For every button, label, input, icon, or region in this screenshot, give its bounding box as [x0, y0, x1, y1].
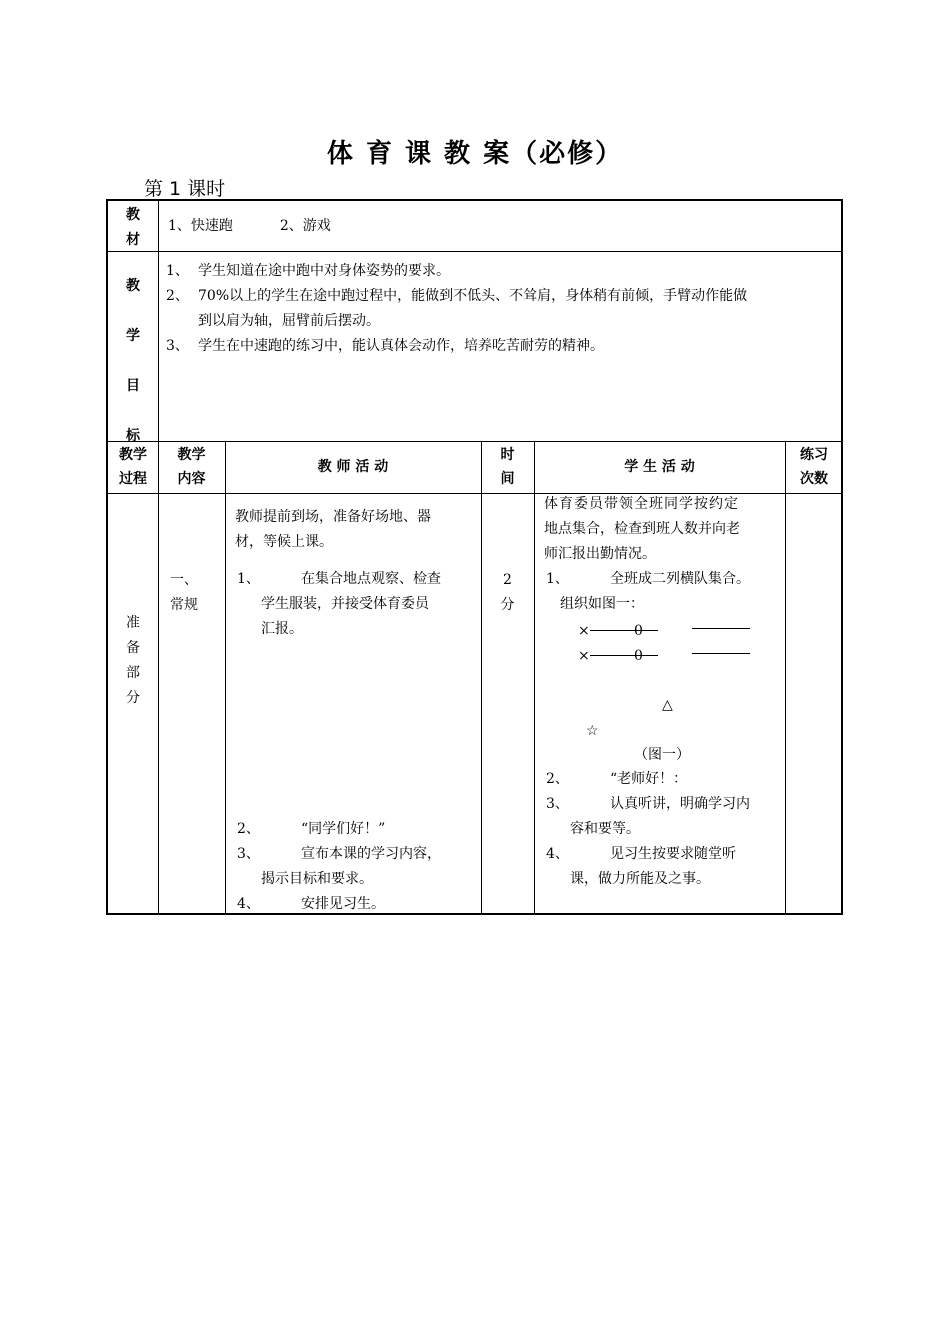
header-time-line: 间 — [500, 471, 515, 487]
student-text: 见习生按要求随堂听 — [610, 846, 736, 862]
objectives-label-char: 目 — [126, 378, 140, 394]
student-text: 体育委员带领全班同学按约定 — [544, 496, 739, 512]
formation-line — [590, 630, 658, 631]
teacher-text: 汇报。 — [261, 621, 303, 637]
student-step-number: 2、 — [546, 771, 569, 787]
objective-text: 到以肩为轴，屈臂前后摆动。 — [198, 313, 380, 329]
header-time-line: 时 — [500, 447, 515, 463]
section-name-char: 分 — [126, 690, 140, 706]
teacher-step-number: 2、 — [237, 821, 260, 837]
teacher-activity — [235, 505, 479, 913]
lesson-plan-table — [106, 199, 843, 915]
section-name — [108, 611, 158, 711]
student-activity — [544, 492, 784, 912]
content-number: 一、 — [170, 572, 198, 588]
materials-label-char: 教 — [126, 207, 140, 223]
section-name-char: 部 — [126, 665, 140, 681]
objective-text: 学生在中速跑的练习中，能认真体会动作，培养吃苦耐劳的精神。 — [198, 338, 604, 354]
student-text: 课，做力所能及之事。 — [570, 871, 710, 887]
col-divider — [158, 201, 159, 913]
formation-line — [692, 628, 750, 629]
content-title: 常规 — [170, 597, 198, 613]
x-mark-icon: × — [578, 623, 590, 639]
student-text: 地点集合，检查到班人数并向老 — [544, 521, 740, 537]
student-text: 全班成二列横队集合。 — [610, 571, 750, 587]
header-student: 学 生 活 动 — [624, 459, 695, 475]
student-step-number: 3、 — [546, 796, 569, 812]
header-content-line: 教学 — [177, 447, 206, 463]
section-time — [481, 568, 534, 618]
triangle-icon: △ — [662, 697, 673, 713]
header-practice — [785, 443, 843, 491]
material-item: 1、快速跑 — [168, 218, 233, 234]
period-label: 第 1 课时 — [144, 178, 226, 200]
objective-text: 学生知道在途中跑中对身体姿势的要求。 — [198, 263, 450, 279]
objective-number: 3、 — [166, 338, 189, 354]
material-item: 2、游戏 — [279, 218, 331, 234]
header-process-line: 过程 — [119, 471, 147, 487]
objectives-label-char: 教 — [126, 278, 140, 294]
student-text: 认真听讲，明确学习内 — [610, 796, 750, 812]
objectives-content — [166, 259, 841, 359]
materials-content — [168, 214, 828, 239]
row-divider — [108, 251, 843, 252]
star-icon: ☆ — [586, 723, 599, 739]
materials-label — [108, 203, 158, 253]
time-unit: 分 — [500, 597, 515, 613]
teacher-step-number: 1、 — [237, 571, 260, 587]
student-text: 组织如图一： — [560, 596, 644, 612]
objective-number: 2、 — [166, 288, 189, 304]
teacher-text: 教师提前到场，准备好场地、器 — [235, 509, 431, 525]
formation-line — [692, 653, 750, 654]
header-process — [108, 443, 158, 491]
page-title: 体 育 课 教 案（必修） — [326, 139, 624, 169]
header-practice-line: 次数 — [800, 471, 828, 487]
row-divider — [108, 441, 843, 442]
teacher-text: 揭示目标和要求。 — [261, 871, 373, 887]
materials-label-char: 材 — [126, 232, 140, 248]
formation-line — [590, 655, 658, 656]
student-text: 容和要等。 — [570, 821, 640, 837]
teacher-text: 安排见习生。 — [301, 896, 385, 912]
header-practice-line: 练习 — [800, 447, 828, 463]
student-text: 师汇报出勤情况。 — [544, 546, 656, 562]
header-content-line: 内容 — [177, 471, 206, 487]
col-divider — [534, 441, 535, 913]
x-mark-icon: × — [578, 648, 590, 664]
student-step-number: 4、 — [546, 846, 569, 862]
section-name-char: 准 — [126, 615, 140, 631]
header-content — [158, 443, 225, 491]
student-step-number: 1、 — [546, 571, 569, 587]
col-divider — [481, 441, 482, 913]
figure-caption: （图一） — [634, 747, 690, 763]
header-teacher: 教 师 活 动 — [317, 459, 389, 475]
o-mark-icon: 0 — [634, 623, 643, 639]
teacher-text: 宣布本课的学习内容， — [301, 846, 441, 862]
section-name-char: 备 — [126, 640, 140, 656]
objectives-label-char: 学 — [126, 328, 140, 344]
objectives-label-char: 标 — [126, 428, 140, 444]
o-mark-icon: 0 — [634, 648, 643, 664]
formation-figure — [544, 619, 784, 763]
objectives-label — [108, 261, 158, 461]
teacher-step-number: 3、 — [237, 846, 260, 862]
teacher-text: “同学们好！” — [301, 821, 386, 837]
teacher-text: 在集合地点观察、检查 — [301, 571, 441, 587]
objective-text: 70%以上的学生在途中跑过程中，能做到不低头、不耸肩，身体稍有前倾，手臂动作能做 — [198, 288, 748, 304]
header-time — [481, 443, 534, 491]
col-divider — [225, 441, 226, 913]
teacher-step-number: 4、 — [237, 896, 260, 912]
teacher-text: 材，等候上课。 — [235, 534, 333, 550]
header-process-line: 教学 — [119, 447, 147, 463]
teacher-text: 学生服装，并接受体育委员 — [261, 596, 429, 612]
section-content — [170, 568, 225, 618]
student-text: “老师好！： — [610, 771, 688, 787]
time-value: 2 — [503, 572, 512, 588]
col-divider — [785, 441, 786, 913]
objective-number: 1、 — [166, 263, 189, 279]
